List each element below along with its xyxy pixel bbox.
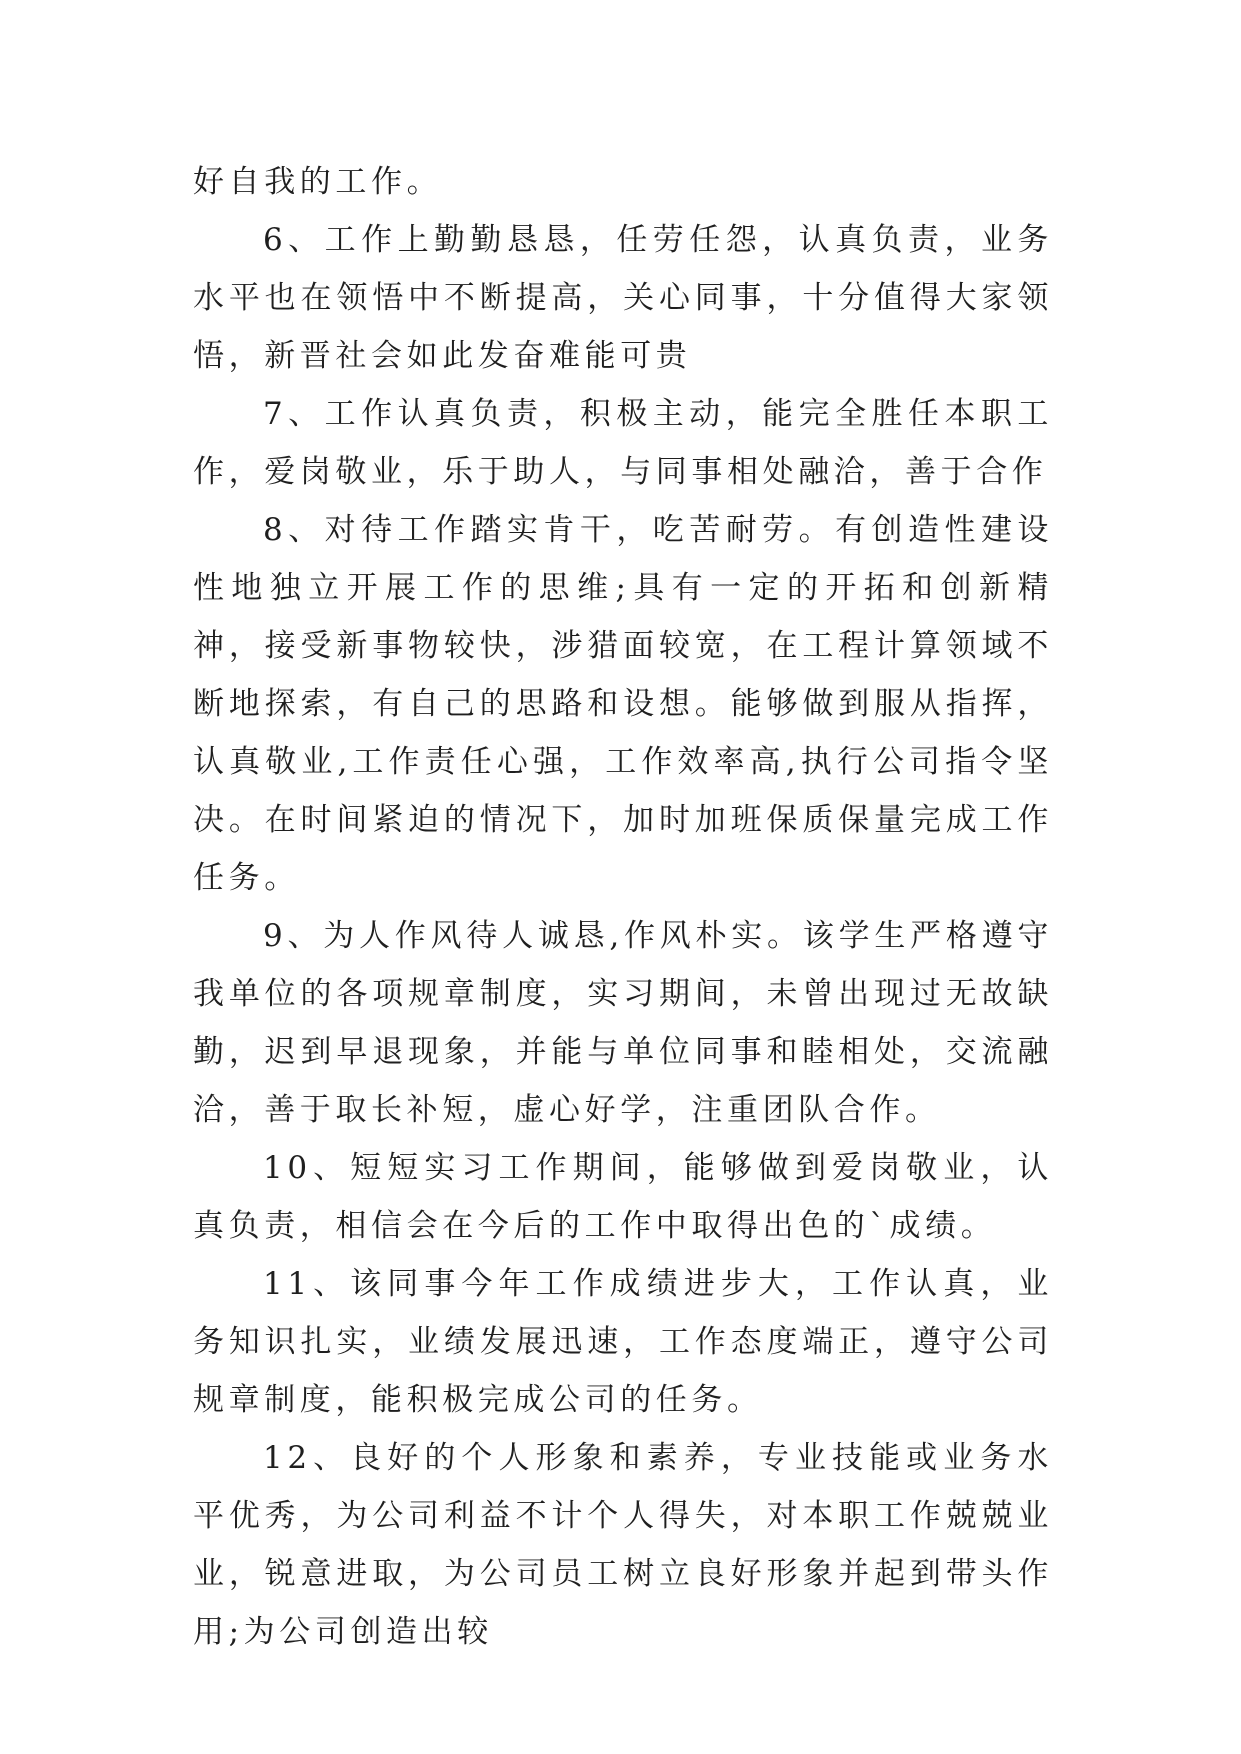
paragraph-item-6: 6、工作上勤勤恳恳，任劳任怨，认真负责，业务水平也在领悟中不断提高，关心同事，十分值得大家领悟，新晋社会如此发奋难能可贵 [193,222,1053,374]
paragraph-item-8: 8、对待工作踏实肯干，吃苦耐劳。有创造性建设性地独立开展工作的思维;具有一定的开拓和创新精神，接受新事物较快，涉猎面较宽，在工程计算领域不断地探索，有自己的思路和设想。能够做到服从指挥，认真敬业,工作责任心强，工作效率高,执行公司指令坚决。在时间紧迫的情况下，加时加班保质保量完成工作任务。 [193,512,1053,896]
paragraph-item-10: 10、短短实习工作期间，能够做到爱岗敬业，认真负责，相信会在今后的工作中取得出色的`成绩。 [193,1150,1053,1244]
paragraph-item-11: 11、该同事今年工作成绩进步大，工作认真，业务知识扎实，业绩发展迅速，工作态度端正，遵守公司规章制度，能积极完成公司的任务。 [193,1266,1053,1418]
paragraph-item-12: 12、良好的个人形象和素养，专业技能或业务水平优秀，为公司利益不计个人得失，对本职工作兢兢业业，锐意进取，为公司员工树立良好形象并起到带头作用;为公司创造出较 [193,1440,1053,1650]
paragraph-item-9: 9、为人作风待人诚恳,作风朴实。该学生严格遵守我单位的各项规章制度，实习期间，未曾出现过无故缺勤，迟到早退现象，并能与单位同事和睦相处，交流融洽，善于取长补短，虚心好学，注重团队合作。 [193,918,1053,1128]
document-body [193,153,1053,1661]
paragraph-continuation: 好自我的工作。 [193,164,443,200]
paragraph-item-7: 7、工作认真负责，积极主动，能完全胜任本职工作，爱岗敬业，乐于助人，与同事相处融洽，善于合作 [193,396,1053,490]
